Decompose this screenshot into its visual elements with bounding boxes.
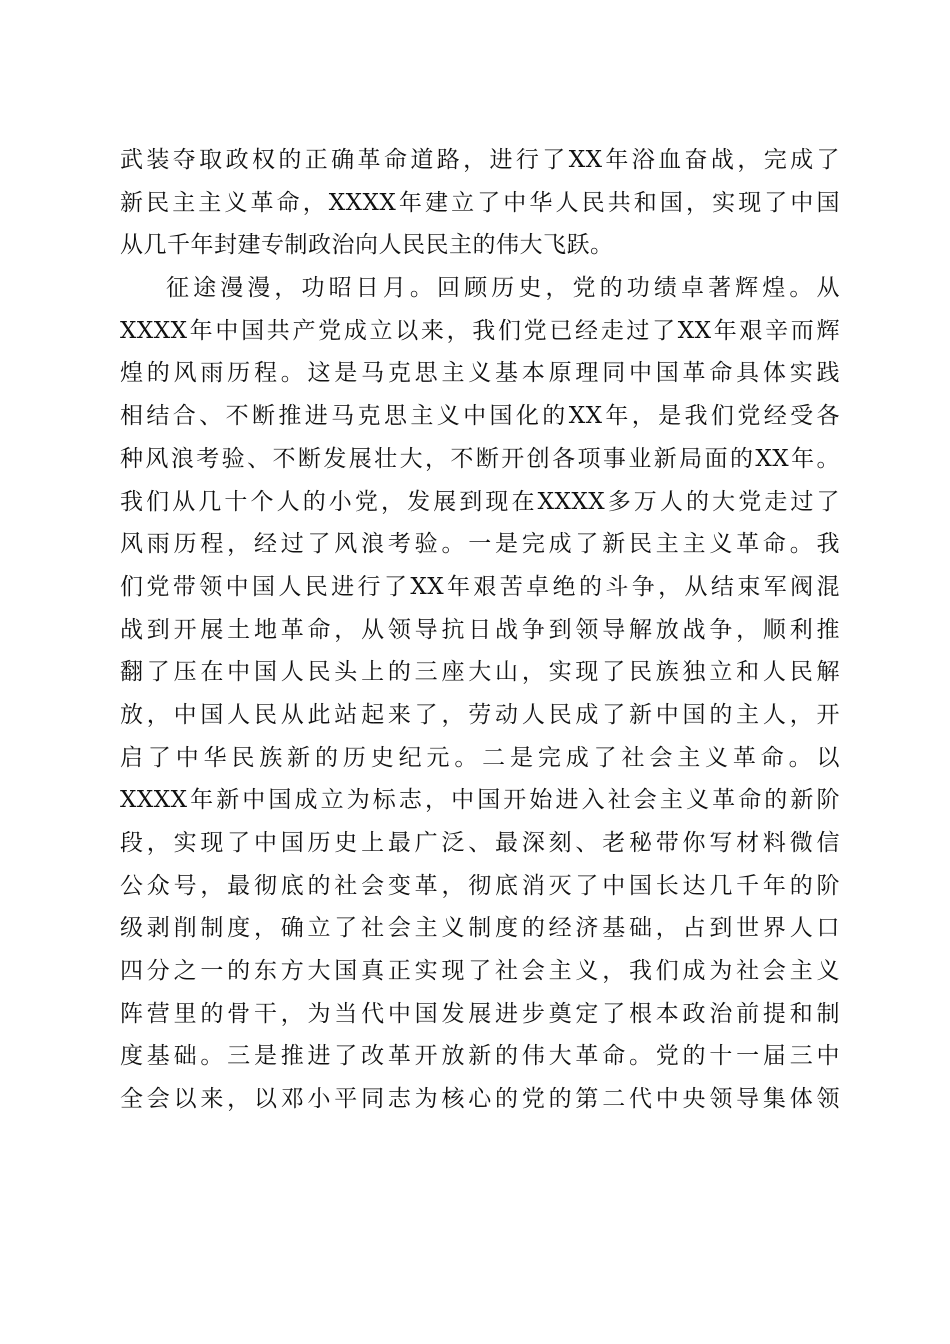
text-line: 相结合、不断推进马克思主义中国化的XX年，是我们党经受各 <box>120 403 840 430</box>
text-line: 我们从几十个人的小党，发展到现在XXXX多万人的大党走过了 <box>120 488 840 515</box>
text-line: 们党带领中国人民进行了XX年艰苦卓绝的斗争，从结束军阀混 <box>120 573 840 600</box>
text-line: 全会以来，以邓小平同志为核心的党的第二代中央领导集体领 <box>120 1086 840 1113</box>
text-line: 段，实现了中国历史上最广泛、最深刻、老秘带你写材料微信 <box>120 830 840 856</box>
text-line: 煌的风雨历程。这是马克思主义基本原理同中国革命具体实践 <box>120 360 840 387</box>
text-line: XXXX年新中国成立为标志，中国开始进入社会主义革命的新阶 <box>120 787 840 814</box>
text-line: 风雨历程，经过了风浪考验。一是完成了新民主主义革命。我 <box>120 531 840 558</box>
text-line: XXXX年中国共产党成立以来，我们党已经走过了XX年艰辛而辉 <box>120 317 840 344</box>
text-line: 武装夺取政权的正确革命道路，进行了XX年浴血奋战，完成了 <box>120 147 840 173</box>
text-line: 新民主主义革命，XXXX年建立了中华人民共和国，实现了中国 <box>120 189 840 216</box>
body-text <box>120 139 840 1121</box>
text-line: 翻了压在中国人民头上的三座大山，实现了民族独立和人民解 <box>120 659 840 686</box>
paragraph-first-line: 征途漫漫，功昭日月。回顾历史，党的功绩卓著辉煌。从 <box>166 275 840 302</box>
text-line: 阵营里的骨干，为当代中国发展进步奠定了根本政治前提和制 <box>120 1000 840 1027</box>
text-line: 级剥削制度，确立了社会主义制度的经济基础，占到世界人口 <box>120 915 840 942</box>
text-line: 公众号，最彻底的社会变革，彻底消灭了中国长达几千年的阶 <box>120 872 840 899</box>
text-line: 度基础。三是推进了改革开放新的伟大革命。党的十一届三中 <box>120 1043 840 1070</box>
text-line: 战到开展土地革命，从领导抗日战争到领导解放战争，顺利推 <box>120 616 840 643</box>
text-line: 从几千年封建专制政治向人民民主的伟大飞跃。 <box>120 232 614 259</box>
text-line: 放，中国人民从此站起来了，劳动人民成了新中国的主人，开 <box>120 701 840 728</box>
text-line: 种风浪考验、不断发展壮大，不断开创各项事业新局面的XX年。 <box>120 445 840 472</box>
text-line: 四分之一的东方大国真正实现了社会主义，我们成为社会主义 <box>120 958 840 985</box>
text-line: 启了中华民族新的历史纪元。二是完成了社会主义革命。以 <box>120 744 840 771</box>
